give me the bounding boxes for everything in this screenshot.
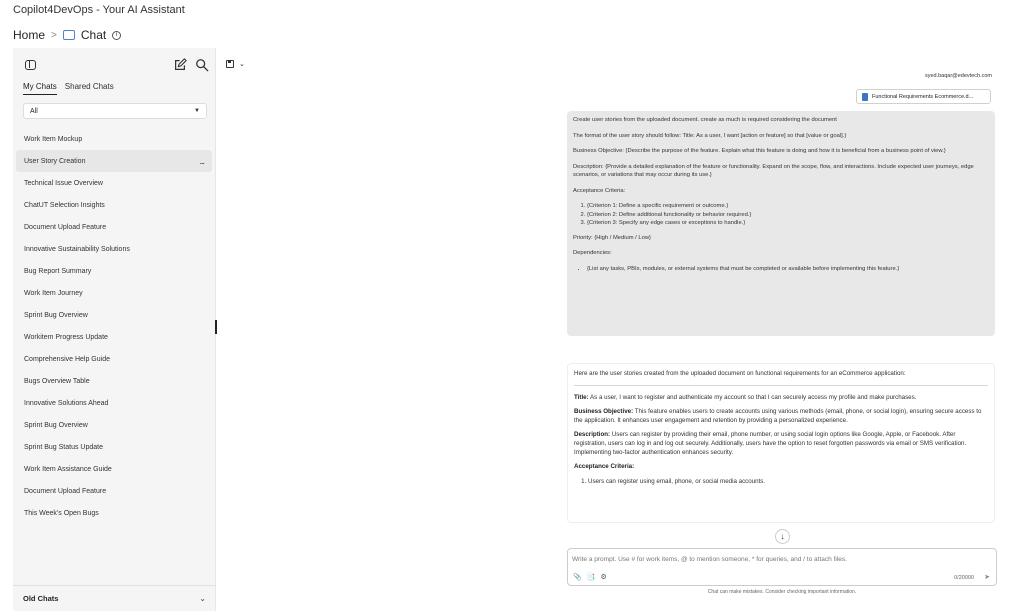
chat-item-label: Work Item Mockup [24,135,83,143]
chat-filter-value: All [30,107,38,115]
more-options-icon[interactable]: ... [199,156,204,166]
chat-icon [63,30,75,40]
list-item: 3. {Criterion 3: Specify any edge cases or exceptions to handle.} [587,219,989,228]
chat-list-item[interactable] [16,370,212,392]
assistant-message [567,363,995,523]
new-chat-icon[interactable] [173,58,187,72]
disclaimer: Chat can make mistakes. Consider checking important information. [707,589,857,595]
dependencies-list [587,265,989,274]
attachment-label: Functional Requirements Ecommerce.d... [872,93,974,100]
chat-list-item[interactable] [16,458,212,480]
prompt-box [567,548,997,586]
chat-item-label: Work Item Assistance Guide [24,465,112,473]
message-paragraph [574,463,988,472]
breadcrumb-separator: > [51,29,57,41]
chat-item-label: User Story Creation [24,157,86,165]
field-label: Acceptance Criteria: [574,463,635,471]
chat-item-label: Comprehensive Help Guide [24,355,110,363]
chat-list-item[interactable] [16,480,212,502]
prompt-input[interactable] [572,554,972,564]
message-paragraph: Dependencies: [573,250,612,256]
message-paragraph: The format of the user story should follow: Title: As a user, I want [action or feature] so that [value or goal].} [573,132,847,139]
tab-my-chats[interactable]: My Chats [23,82,57,95]
list-item: 1. Users can register using email, phone, or social media accounts. [588,478,988,487]
list-item: • {List any tasks, PBIs, modules, or external systems that must be completed or available before implementing this feature.} [587,265,989,274]
field-text: Users can register by providing their email, phone number, or using social login options like Google, Apple, or Facebook. After registration, users can log in and log out securely. Additionally, users have the option to reset forgotten passwords via email or SMS verification. Implementing two-factor authentication enhances security. [574,431,967,456]
scroll-down-button[interactable]: ↓ [775,529,790,544]
prompt-tools [573,573,607,581]
sidebar-toolbar [13,56,216,74]
chat-list-item[interactable] [16,238,212,260]
chevron-down-icon: ⌄ [199,594,206,603]
chat-list-item[interactable] [16,150,212,172]
chat-item-label: Bugs Overview Table [24,377,90,385]
chat-item-label: This Week's Open Bugs [24,509,99,517]
old-chats-label: Old Chats [23,594,59,603]
document-icon [862,93,868,101]
caret-down-icon: ▼ [194,108,200,114]
criteria-list [588,478,988,487]
field-label: Business Objective: [574,408,634,416]
chat-item-label: Document Upload Feature [24,487,107,495]
message-paragraph: Here are the user stories created from the uploaded document on functional requirements for an eCommerce application: [574,370,988,386]
chat-item-label: Sprint Bug Overview [24,311,88,319]
field-label: Title: [574,393,589,401]
chat-list-item[interactable] [16,502,212,524]
chat-item-label: Work Item Journey [24,289,83,297]
chat-list-item[interactable] [16,216,212,238]
chat-item-label: Technical Issue Overview [24,179,103,187]
chat-list-item[interactable] [16,326,212,348]
chat-item-label: ChatUT Selection Insights [24,201,105,209]
settings-icon[interactable]: ⚙ [600,574,607,581]
search-icon[interactable] [195,58,209,72]
breadcrumb-current: Chat [80,28,107,42]
field-text: As a user, I want to register and authenticate my account so that I can securely access my profile and make purchases. [588,393,917,401]
chat-item-label: Innovative Sustainability Solutions [24,245,130,253]
chat-list-item[interactable] [16,436,212,458]
criteria-list [587,202,989,228]
send-icon[interactable]: ➤ [984,574,990,581]
breadcrumb [13,27,121,43]
message-paragraph: Acceptance Criteria: [573,187,626,194]
prompt-library-icon[interactable]: 📑 [586,574,596,581]
chat-filter-select[interactable] [23,103,207,119]
attachment-chip[interactable] [856,89,991,104]
chevron-down-icon[interactable]: ⌄ [239,61,245,68]
field-text: This feature enables users to create accounts using various methods (email, phone, or social login), ensuring secure access to the application. It enhances user engagement and retention by providing a personalized experience. [574,408,982,424]
message-paragraph: Business Objective: {Describe the purpose of the feature. Explain what this feature is doing and how it is beneficial from a business point of view.} [573,148,946,154]
chat-list-item[interactable] [16,128,212,150]
message-paragraph: Description: {Provide a detailed explanation of the feature or functionality. Expand on the scope, flow, and interactions. Include expected user journeys, edge scenarios, or variations that may occur during its use.} [573,163,974,178]
message-paragraph: Priority: {High / Medium / Low} [573,234,651,241]
message-paragraph: Create user stories from the uploaded document. create as much is required considering the document [573,117,837,123]
user-email: syed.baqar@edevtech.com [924,73,992,79]
tab-shared-chats[interactable]: Shared Chats [64,82,114,91]
chat-item-label: Document Upload Feature [24,223,107,231]
message-paragraph [574,394,988,403]
old-chats-toggle[interactable] [13,585,216,611]
chat-list-item[interactable] [16,304,212,326]
chat-list [16,128,212,524]
chat-item-label: Bug Report Summary [24,267,92,275]
chat-item-label: Innovative Solutions Ahead [24,399,109,407]
chat-item-label: Workitem Progress Update [24,333,108,341]
chat-list-item[interactable] [16,260,212,282]
chat-list-item[interactable] [16,194,212,216]
user-message [567,111,995,336]
chat-list-item[interactable] [16,392,212,414]
main-toolbar [226,60,245,68]
list-item: 1. {Criterion 1: Define a specific requirement or outcome.} [587,202,989,211]
sidebar [13,48,216,611]
chat-item-label: Sprint Bug Overview [24,421,88,429]
chat-list-item[interactable] [16,414,212,436]
message-paragraph [574,408,988,425]
info-icon[interactable]: i [112,31,121,40]
sidebar-resize-handle[interactable] [215,320,217,334]
app-title: Copilot4DevOps - Your AI Assistant [13,4,185,16]
save-icon[interactable] [226,60,234,68]
chat-item-label: Sprint Bug Status Update [24,443,103,451]
chat-list-item[interactable] [16,348,212,370]
attach-icon[interactable]: 📎 [573,574,582,581]
breadcrumb-home[interactable]: Home [13,28,46,42]
chat-tabs [23,82,114,95]
field-label: Description: [574,431,611,439]
chat-list-item[interactable] [16,282,212,304]
message-paragraph [574,431,988,457]
list-item: 2. {Criterion 2: Define additional functionality or behavior required.} [587,211,989,220]
chat-list-item[interactable] [16,172,212,194]
char-counter: 0/20000 [954,575,974,581]
sidebar-toggle-icon[interactable] [25,60,36,70]
